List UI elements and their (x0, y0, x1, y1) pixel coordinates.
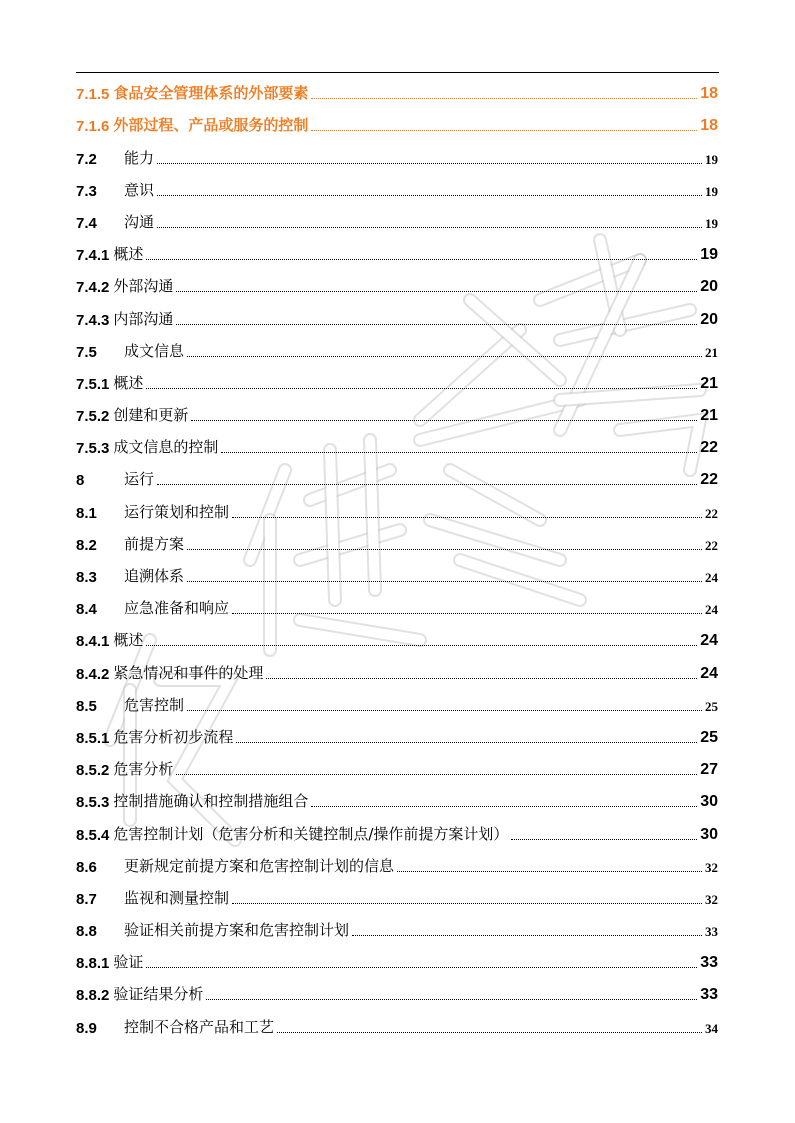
toc-entry[interactable] (76, 557, 718, 589)
toc-entry-page: 21 (700, 407, 718, 425)
toc-entry-title: 前提方案 (124, 534, 185, 553)
toc-entry[interactable] (76, 364, 718, 396)
toc-leader-dots (232, 613, 702, 614)
toc-entry[interactable] (76, 332, 718, 364)
toc-entry-number: 8.5.3 (76, 794, 110, 812)
toc-entry-page: 32 (705, 859, 718, 875)
table-of-contents (76, 74, 718, 1040)
toc-entry-number: 8.5 (76, 697, 97, 715)
toc-entry-number: 7.4.3 (76, 311, 110, 329)
toc-entry-number: 8.4.2 (76, 665, 110, 683)
toc-entry[interactable] (76, 525, 718, 557)
toc-entry-title: 概述 (113, 245, 144, 264)
toc-entry-title: 控制措施确认和控制措施组合 (113, 792, 309, 811)
toc-entry[interactable] (76, 686, 718, 718)
toc-leader-dots (206, 999, 697, 1000)
toc-leader-dots (511, 839, 697, 840)
toc-entry-page: 24 (700, 632, 718, 650)
toc-entry-number: 8.7 (76, 890, 97, 908)
toc-entry-title: 危害分析 (113, 760, 174, 779)
toc-entry[interactable] (76, 975, 718, 1007)
toc-entry-page: 33 (700, 954, 718, 972)
toc-leader-dots (187, 581, 702, 582)
toc-entry-page: 19 (705, 215, 718, 231)
toc-leader-dots (397, 871, 702, 872)
toc-leader-dots (277, 1032, 702, 1033)
toc-leader-dots (266, 678, 697, 679)
toc-leader-dots (176, 291, 697, 292)
toc-entry-page: 19 (700, 246, 718, 264)
toc-leader-dots (176, 324, 697, 325)
toc-entry[interactable] (76, 396, 718, 428)
toc-leader-dots (157, 195, 702, 196)
toc-entry-page: 24 (700, 664, 718, 682)
toc-entry-page: 34 (705, 1020, 718, 1036)
toc-entry-number: 7.4.2 (76, 279, 110, 297)
toc-entry-number: 7.1.6 (76, 118, 110, 136)
toc-entry[interactable] (76, 74, 718, 106)
toc-entry-number: 8.8 (76, 923, 97, 941)
toc-entry-number: 7.4.1 (76, 247, 110, 265)
toc-entry-number: 8.5.4 (76, 826, 110, 844)
toc-entry-title: 运行 (124, 470, 155, 489)
toc-leader-dots (146, 967, 697, 968)
toc-leader-dots (232, 517, 702, 518)
toc-leader-dots (236, 742, 697, 743)
toc-leader-dots (232, 903, 702, 904)
toc-leader-dots (176, 774, 697, 775)
toc-entry-page: 32 (705, 891, 718, 907)
toc-entry-title: 外部过程、产品或服务的控制 (113, 116, 309, 135)
toc-entry[interactable] (76, 235, 718, 267)
toc-leader-dots (311, 130, 697, 131)
toc-entry-number: 7.5.2 (76, 408, 110, 426)
toc-entry-title: 监视和测量控制 (124, 888, 230, 907)
toc-entry[interactable] (76, 428, 718, 460)
toc-entry[interactable] (76, 879, 718, 911)
toc-entry-title: 危害分析初步流程 (113, 727, 234, 746)
toc-entry-number: 7.5.1 (76, 375, 110, 393)
toc-entry[interactable] (76, 203, 718, 235)
toc-entry-title: 概述 (113, 631, 144, 650)
toc-entry-number: 8 (76, 472, 85, 490)
toc-entry-page: 19 (705, 183, 718, 199)
header-rule (76, 72, 719, 73)
toc-entry-page: 25 (705, 698, 718, 714)
toc-entry[interactable] (76, 847, 718, 879)
toc-entry-number: 7.4 (76, 214, 97, 232)
toc-entry-number: 8.8.1 (76, 955, 110, 973)
toc-leader-dots (146, 259, 697, 260)
toc-entry-number: 7.3 (76, 182, 97, 200)
toc-entry[interactable] (76, 653, 718, 685)
toc-leader-dots (157, 163, 702, 164)
toc-entry-page: 30 (700, 825, 718, 843)
toc-entry-page: 25 (700, 728, 718, 746)
toc-entry-title: 危害控制 (124, 695, 185, 714)
toc-entry-number: 8.5.1 (76, 729, 110, 747)
toc-entry-page: 24 (705, 602, 718, 618)
toc-entry-number: 8.8.2 (76, 987, 110, 1005)
toc-entry-number: 8.3 (76, 569, 97, 586)
toc-entry[interactable] (76, 589, 718, 621)
toc-entry-title: 控制不合格产品和工艺 (124, 1017, 275, 1036)
toc-entry-page: 30 (700, 793, 718, 811)
toc-entry-title: 紧急情况和事件的处理 (113, 663, 264, 682)
toc-entry-title: 运行策划和控制 (124, 502, 230, 521)
toc-entry[interactable] (76, 1007, 718, 1039)
toc-entry-number: 7.5.3 (76, 440, 110, 458)
toc-leader-dots (311, 806, 697, 807)
toc-entry[interactable] (76, 299, 718, 331)
toc-leader-dots (157, 484, 697, 485)
toc-entry[interactable] (76, 718, 718, 750)
toc-entry-page: 22 (705, 537, 718, 553)
toc-entry-number: 8.9 (76, 1019, 97, 1037)
toc-entry-page: 20 (700, 278, 718, 296)
toc-entry-title: 追溯体系 (124, 567, 185, 585)
toc-entry-title: 食品安全管理体系的外部要素 (113, 84, 309, 103)
toc-entry-number: 7.2 (76, 150, 97, 168)
toc-entry-page: 33 (705, 924, 718, 940)
toc-entry[interactable] (76, 943, 718, 975)
toc-entry-number: 8.1 (76, 504, 97, 522)
toc-entry[interactable] (76, 106, 718, 138)
toc-entry-page: 33 (700, 986, 718, 1004)
toc-entry-page: 22 (700, 471, 718, 489)
toc-entry[interactable] (76, 267, 718, 299)
toc-entry-page: 21 (700, 374, 718, 392)
toc-leader-dots (187, 356, 702, 357)
toc-entry-number: 8.4 (76, 601, 97, 619)
toc-leader-dots (191, 420, 697, 421)
toc-entry-title: 沟通 (124, 212, 155, 231)
toc-leader-dots (146, 645, 697, 646)
toc-entry[interactable] (76, 460, 718, 492)
toc-entry[interactable] (76, 171, 718, 203)
toc-entry-page: 18 (700, 85, 718, 103)
toc-entry[interactable] (76, 782, 718, 814)
toc-entry-page: 22 (700, 439, 718, 457)
toc-entry-title: 成文信息的控制 (113, 438, 219, 457)
toc-leader-dots (146, 388, 697, 389)
toc-entry-number: 8.2 (76, 536, 97, 554)
toc-entry-title: 验证结果分析 (113, 985, 204, 1004)
toc-entry-title: 更新规定前提方案和危害控制计划的信息 (124, 856, 395, 875)
toc-entry-title: 内部沟通 (113, 309, 174, 328)
toc-entry-title: 外部沟通 (113, 277, 174, 296)
toc-entry-number: 8.5.2 (76, 762, 110, 780)
toc-entry[interactable] (76, 911, 718, 943)
toc-entry-number: 7.5 (76, 343, 97, 361)
toc-entry-page: 19 (705, 151, 718, 167)
toc-entry[interactable] (76, 621, 718, 653)
toc-leader-dots (311, 98, 697, 99)
toc-entry[interactable] (76, 750, 718, 782)
toc-entry-title: 验证 (113, 953, 144, 972)
toc-entry-title: 成文信息 (124, 341, 185, 360)
toc-leader-dots (187, 549, 702, 550)
toc-entry-page: 20 (700, 310, 718, 328)
toc-entry-page: 24 (705, 570, 718, 585)
toc-entry[interactable] (76, 814, 718, 846)
toc-leader-dots (352, 935, 702, 936)
toc-entry-title: 概述 (113, 373, 144, 392)
toc-entry[interactable] (76, 492, 718, 524)
toc-entry-number: 7.1.5 (76, 86, 110, 104)
toc-entry-title: 应急准备和响应 (124, 599, 230, 618)
toc-entry-title: 创建和更新 (113, 406, 189, 425)
toc-leader-dots (221, 452, 697, 453)
toc-entry-number: 8.4.1 (76, 633, 110, 651)
toc-entry-page: 21 (705, 344, 718, 360)
toc-entry-number: 8.6 (76, 858, 97, 876)
toc-entry-page: 18 (700, 117, 718, 135)
toc-entry[interactable] (76, 138, 718, 170)
toc-leader-dots (187, 710, 702, 711)
toc-entry-title: 能力 (124, 148, 155, 167)
toc-entry-page: 22 (705, 505, 718, 521)
toc-entry-title: 意识 (124, 180, 155, 199)
toc-leader-dots (157, 227, 702, 228)
toc-entry-title: 危害控制计划（危害分析和关键控制点/操作前提方案计划） (113, 824, 509, 843)
toc-entry-title: 验证相关前提方案和危害控制计划 (124, 921, 350, 940)
toc-entry-page: 27 (700, 761, 718, 779)
